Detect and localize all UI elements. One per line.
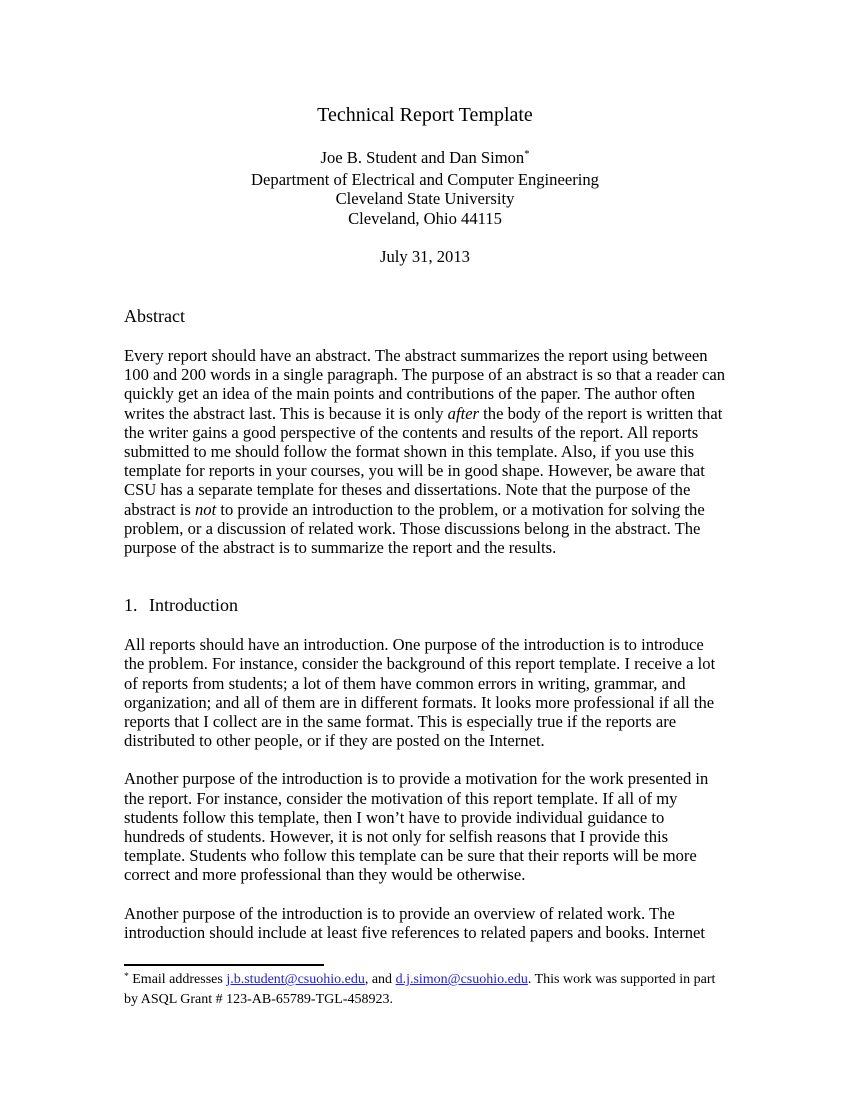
- text-segment: Another purpose of the introduction is to provide a motivation for the work presented in the report. For instance, consider the motivation of this report template. If all of my students follow this template, then I won’t have to provide individual guidance to hundreds of students. However, it is not only for selfish reasons that I provide this template. Students who follow this template can be sure that their reports will be more correct and more professional than they would be otherwise.: [124, 769, 709, 885]
- email-link[interactable]: d.j.simon@csuohio.edu: [395, 972, 528, 988]
- italic-text: after: [447, 403, 480, 423]
- introduction-heading: [124, 595, 726, 616]
- footnote-area: [124, 964, 726, 1009]
- text-segment: the body of the report is written that the writer gains a good perspective of the contents and results of the report. All reports submitted to me should follow the format shown in this template. Also, if you use this template for reports in your courses, you will be in good shape. However, be aware that CSU has a separate template for theses and dissertations. Note that the purpose of the abstract is: [124, 403, 723, 519]
- author-footnote-mark: *: [524, 149, 530, 160]
- email-link[interactable]: j.b.student@csuohio.edu: [226, 972, 365, 988]
- affiliation-university: Cleveland State University: [335, 189, 515, 209]
- intro-paragraph-2: [124, 769, 726, 884]
- section-title: Introduction: [149, 595, 238, 616]
- intro-paragraph-1: [124, 635, 726, 750]
- footnote-text: [124, 971, 726, 1009]
- text-segment: All reports should have an introduction. One purpose of the introduction is to introduce the problem. For instance, consider the background of this report template. I receive a lot of reports from students; a lot of them have common errors in writing, grammar, and organization; and all of them are in different formats. It looks more professional if all the reports that I collect are in the same format. This is especially true if the reports are distributed to other people, or if they are posted on the Internet.: [124, 635, 716, 751]
- text-segment: , and: [364, 972, 396, 988]
- section-number: 1.: [124, 595, 138, 616]
- author-block: [124, 148, 726, 228]
- text-segment: Every report should have an abstract. The abstract summarizes the report using between 100 and 200 words in a single paragraph. The purpose of an abstract is so that a reader can quickly get an idea of the main points and contributions of the paper. The author often writes the abstract last. This is because it is only: [124, 346, 726, 423]
- affiliation-city: Cleveland, Ohio 44115: [348, 208, 502, 228]
- text-segment: Email addresses: [128, 972, 227, 988]
- intro-paragraph-3: [124, 904, 726, 942]
- text-segment: to provide an introduction to the problem, or a motivation for solving the problem, or a discussion of related work. Those discussions belong in the abstract. The purpose of the abstract is to summarize the report and the results.: [124, 499, 705, 558]
- document-title: Technical Report Template: [317, 104, 533, 126]
- italic-text: not: [194, 499, 217, 519]
- document-content: [124, 0, 726, 1009]
- document-date: July 31, 2013: [380, 246, 470, 266]
- footnote-mark: *: [124, 972, 129, 983]
- affiliation-department: Department of Electrical and Computer Engineering: [251, 170, 599, 190]
- abstract-heading: Abstract: [124, 306, 185, 327]
- footnote-separator-rule: [124, 964, 324, 966]
- footnote-body: [124, 972, 715, 1007]
- text-segment: . This work was supported in part by ASQL Grant # 123-AB-65789-TGL-458923.: [124, 972, 716, 1007]
- abstract-paragraph: [124, 346, 726, 557]
- text-segment: Another purpose of the introduction is to provide an overview of related work. The introduction should include at least five references to related papers and books. Internet: [124, 903, 706, 942]
- authors-text: Joe B. Student and Dan Simon: [320, 148, 525, 167]
- authors-line: [124, 148, 726, 170]
